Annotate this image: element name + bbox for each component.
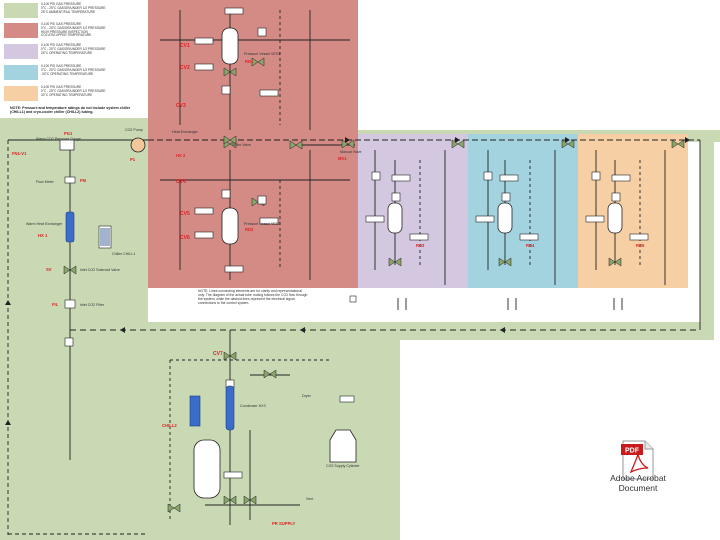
label-chill2: CHILL2 (162, 423, 177, 428)
label-dryer: Dryer (302, 394, 311, 398)
label-vessel-bottom: Pressure Vessel VES2 (244, 222, 281, 226)
label-flow-meter: Flow Meter (36, 180, 54, 184)
label-pg1-code: FN1-V1 (12, 151, 27, 156)
pdf-label[interactable]: Adobe Acrobat Document (610, 473, 666, 493)
label-rd1: RD1 (245, 59, 254, 64)
label-pump: CO2 Pump (125, 128, 143, 132)
label-cv1: CV1 (180, 43, 190, 49)
label-co2-gauge: Warm CO2 Pressure Gauge (36, 137, 82, 141)
label-heat-exchanger: Heat Exchanger (172, 130, 198, 134)
legend-text-green: 0-100 PSI GAS PRESSURE 0°C - 25°C GAS/OR/UNDER 1/2 PRESSURE 25°C AMBIENT/FAIL TEMPERATURE (41, 2, 106, 14)
legend-text-orange: 0-100 PSI GAS PRESSURE 0°C - 25°C GAS/OR/UNDER 1/2 PRESSURE 30°C OPERATING TEMPERATURE (41, 85, 106, 97)
label-hx2: HX 2 (176, 153, 186, 158)
label-fil: FIL (52, 302, 59, 307)
label-pg1: PG1 (64, 131, 73, 136)
label-hx-warm: Warm Heat Exchanger (26, 222, 63, 226)
label-cv3: CV3 (176, 103, 186, 109)
label-manual-valve: Manual Valve (340, 150, 362, 154)
label-rd2: RD2 (245, 227, 254, 232)
legend-text-red: 0-100 PSI GAS PRESSURE 0°C - 25°C GAS/OR/UNDER 1/2 PRESSURE HIGH PRESSURE INSPECTION CO2 ATM UPPER TEMPERATURE (41, 22, 106, 38)
label-inlet-filter: Inlet CO2 Filter (80, 303, 105, 307)
label-vessel-top: Pressure Vessel VES1 (244, 52, 281, 56)
label-cv5: CV5 (180, 211, 190, 217)
label-condenser: Condenser HX3 (240, 404, 266, 408)
pressure-note: NOTE: Pressure and temperature ratings do not include system chiller (CHILL1) and cryo-cooler chiller (CHILL2) tubing. (10, 106, 131, 115)
label-vent: Vent (306, 497, 314, 501)
svg-text:PDF: PDF (625, 447, 639, 455)
label-solenoid: Inlet CO2 Solenoid Valve (80, 268, 120, 272)
label-cv2: CV2 (180, 65, 190, 71)
label-hx1: HX 1 (38, 233, 48, 238)
label-pump-code: P1 (130, 157, 136, 162)
label-co2-supply: CO2 Supply Cylinder (326, 464, 360, 468)
label-fm: FM (80, 178, 87, 183)
pdf-attachment[interactable] (608, 440, 668, 504)
label-pr-supply: PR SUPPLY (272, 521, 296, 526)
label-sv: SV (46, 267, 52, 272)
label-chiller1: Chiller CHILL1 (112, 252, 136, 256)
label-cv6: CV6 (180, 235, 190, 241)
legend-text-purple: 0-100 PSI GAS PRESSURE 0°C - 25°C GAS/OR/UNDER 1/2 PRESSURE 25°C OPERATING TEMPERATURE (41, 43, 106, 55)
label-cv7: CV7 (213, 351, 223, 357)
label-slider-valve: Slider Valve (232, 143, 251, 147)
label-cv4: CV4 (176, 179, 186, 185)
label-mv1: MV1 (338, 156, 347, 161)
label-rd5: RD5 (636, 243, 645, 248)
label-rd4: RD4 (526, 243, 535, 248)
legend-text-blue: 0-100 PSI GAS PRESSURE 0°C - 25°C GAS/OR/UNDER 1/2 PRESSURE -30°C OPERATING TEMPERATURE (41, 64, 106, 76)
label-rd3: RD3 (416, 243, 425, 248)
bottom-note: NOTE: Lines connecting elements are for clarity and representational only. The diagram of the actual tube routing follows the CO2 flow through the system, while the dashed lines represent the electrical signal connections to the control system. (198, 289, 308, 305)
